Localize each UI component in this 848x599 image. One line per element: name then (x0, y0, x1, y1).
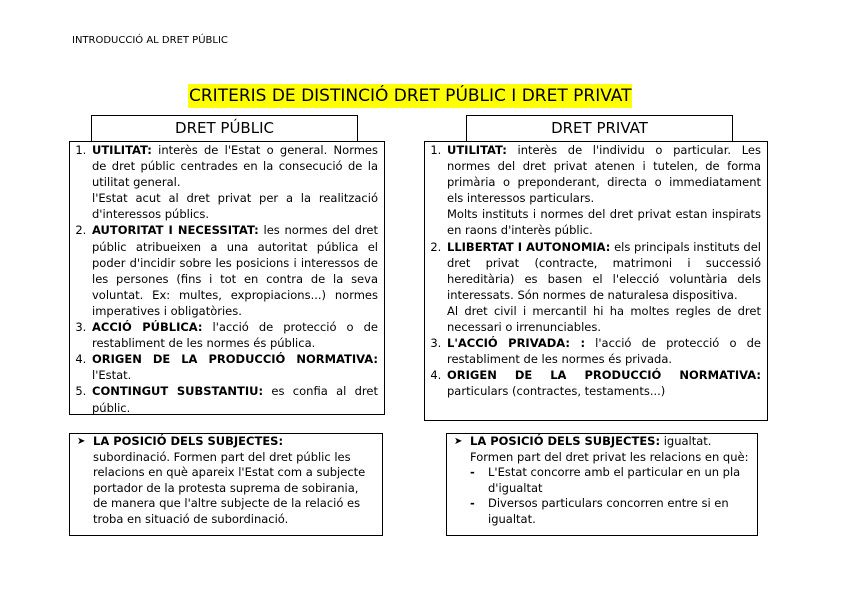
arrow-bullet-icon: ➤ (77, 436, 86, 447)
private-item-llibertat-extra: Al dret civil i mercantil hi ha moltes regles de dret necessari o irrenunciables. (447, 303, 761, 335)
public-criteria-box (69, 141, 385, 415)
dash-bullet-icon: - (470, 496, 475, 510)
private-heading: DRET PRIVAT (466, 115, 733, 142)
private-criteria-box (424, 141, 768, 421)
private-criteria-list (425, 142, 767, 400)
public-item-origen: 4. ORIGEN DE LA PRODUCCIÓ NORMATIVA: l'Estat. (90, 351, 378, 383)
private-item-accio: 3. L'ACCIÓ PRIVADA: : l'acció de protecció o de restabliment de les normes és privada. (445, 335, 761, 367)
document-header: INTRODUCCIÓ AL DRET PÚBLIC (72, 35, 228, 46)
private-subjects-box (446, 433, 758, 536)
document-title: CRITERIS DE DISTINCIÓ DRET PÚBLIC I DRET PRIVAT (189, 86, 632, 106)
public-subjects-item: ➤ LA POSICIÓ DELS SUBJECTES: subordinació. Formen part del dret públic les relacions en què apareix l'Estat com a subjecte portador de la protesta suprema de sobirania, de manera que l'altre subjecte de la relació es troba en situació de subordinació. (77, 434, 366, 526)
arrow-bullet-icon: ➤ (454, 436, 463, 447)
public-criteria-list (70, 142, 384, 415)
public-item-utilitat-extra: l'Estat acut al dret privat per a la realització d'interessos públics. (92, 191, 378, 222)
private-subjects-points (470, 465, 751, 527)
public-item-utilitat: 1. UTILITAT: interès de l'Estat o general. Normes de dret públic centrades en la consecució de la utilitat general. l'Estat acut al dret privat per a la realització d'interessos públics. (90, 142, 378, 222)
public-subjects-box (69, 433, 383, 536)
private-subjects-point: - Diversos particulars concorren entre si en igualtat. (470, 496, 729, 526)
private-item-utilitat: 1. UTILITAT: interès de l'individu o particular. Les normes del dret privat atenen i tutelen, de forma primària o preponderant, directa o immediatament els interessos particulars. Molts instituts i normes del dret privat estan inspirats en raons d'interès públic. (445, 142, 761, 239)
public-heading: DRET PÚBLIC (91, 115, 358, 142)
dash-bullet-icon: - (470, 465, 475, 479)
private-item-origen: 4. ORIGEN DE LA PRODUCCIÓ NORMATIVA: particulars (contractes, testaments...) (445, 367, 761, 399)
public-item-contingut: 5. CONTINGUT SUBSTANTIU: es confia al dret públic. (90, 383, 378, 415)
public-item-accio: 3. ACCIÓ PÚBLICA: l'acció de protecció o de restabliment de les normes és pública. (90, 319, 378, 351)
private-subjects-item: ➤ LA POSICIÓ DELS SUBJECTES: igualtat. Formen part del dret privat les relacions en què: - L'Estat concorre amb el particular en un pla d'igualtat - Diversos particulars concorren entre si en igualtat. (447, 434, 757, 527)
public-item-autoritat: 2. AUTORITAT I NECESSITAT: les normes del dret públic atribueixen a una autoritat pública el poder d'incidir sobre les posicions i interessos de les persones (fins i tot en contra de la seva voluntat. Ex: multes, expropiacions...) normes imperatives i obligatòries. (90, 222, 378, 319)
private-item-llibertat: 2. LLIBERTAT I AUTONOMIA: els principals instituts del dret privat (contracte, matrimoni i successió hereditària) es basen el l'elecció voluntària dels interessats. Són normes de naturalesa dispositiva. Al dret civil i mercantil hi ha moltes regles de dret necessari o irrenunciables. (445, 239, 761, 336)
private-item-utilitat-extra: Molts instituts i normes del dret privat estan inspirats en raons d'interès públic. (447, 207, 761, 238)
private-subjects-point: - L'Estat concorre amb el particular en un pla d'igualtat (470, 465, 741, 495)
